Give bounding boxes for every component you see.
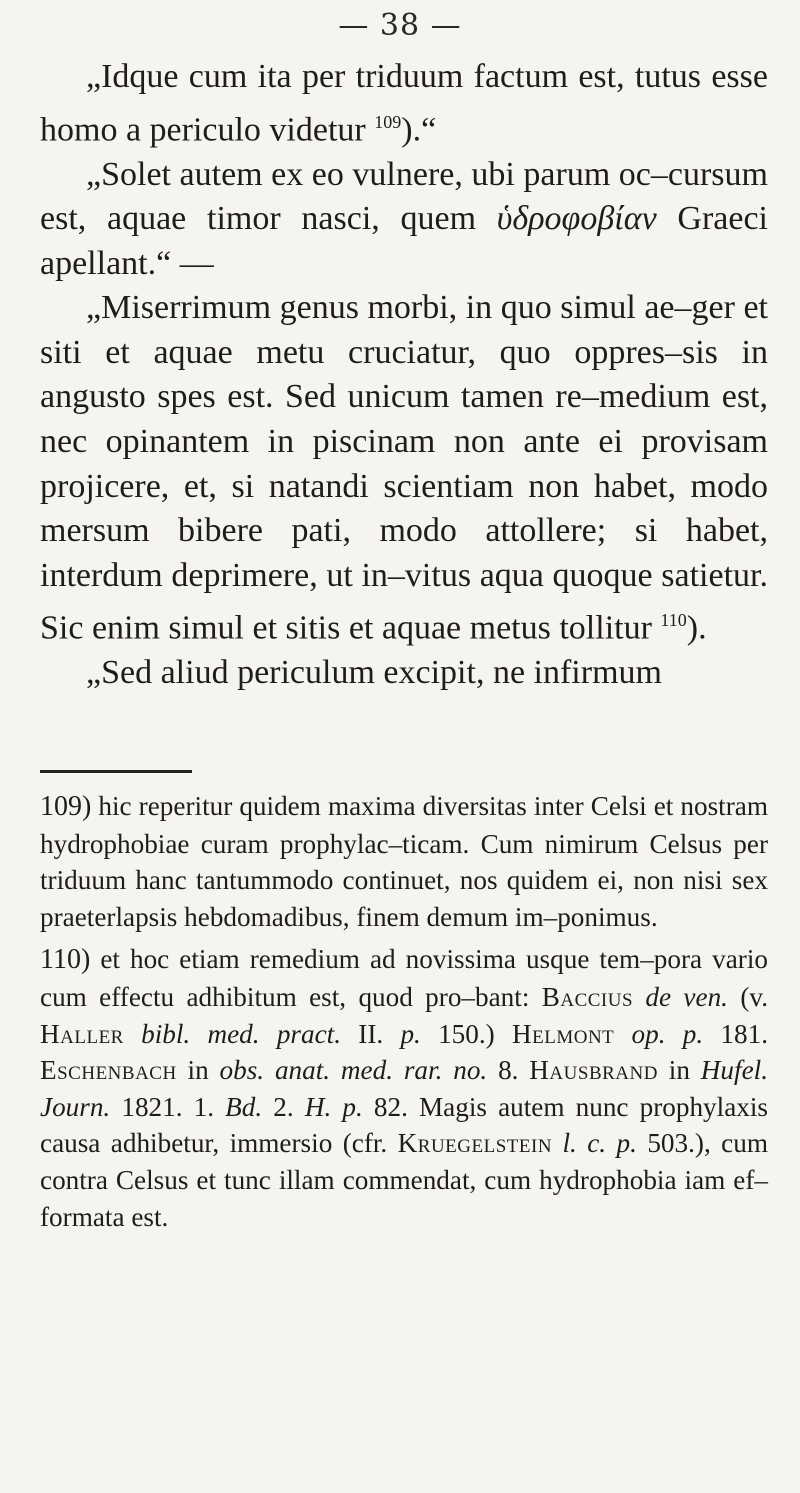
author-kruegelstein: Kruegelstein	[397, 1128, 553, 1159]
footnote-ref-109: 109	[374, 111, 402, 132]
paragraph-2	[40, 153, 768, 287]
footnotes	[40, 788, 768, 1241]
author-eschenbach: Eschenbach	[40, 1055, 177, 1086]
paragraph-3-end: ).	[686, 609, 707, 647]
footnote-110	[40, 941, 768, 1235]
footnote-110-number: 110)	[40, 944, 91, 976]
cite-bd: Bd.	[225, 1091, 263, 1122]
cite-lc: l. c. p.	[552, 1128, 637, 1159]
page-number: — 38 —	[338, 8, 462, 43]
footnote-110-text-i: 1821. 1.	[110, 1091, 226, 1122]
footnote-110-text-f: in	[176, 1055, 220, 1086]
cite-op: op. p.	[614, 1018, 704, 1049]
footnote-110-text-j: 2.	[262, 1091, 305, 1122]
footnote-ref-110: 110	[660, 610, 687, 631]
footnote-110-text: et hoc etiam remedium ad novissima usque tem–pora vario cum effectu adhibitum est, quod pro–bant:	[40, 944, 768, 1012]
footnote-110-text-e: 181.	[703, 1018, 769, 1049]
main-text	[40, 55, 768, 696]
cite-p: p.	[400, 1018, 421, 1049]
cite-hufel: Hufel. Journ.	[40, 1055, 768, 1122]
paragraph-3	[40, 286, 768, 651]
footnote-109	[40, 788, 768, 935]
author-baccius: Baccius	[541, 981, 634, 1012]
footnote-109-text: hic reperitur quidem maxima diversitas inter Celsi et nostram hydrophobiae curam prophylac–ticam. Cum nimirum Celsus per triduum hanc tantummodo continuet, nos quidem ei, non nisi sex praeterlapsis hebdomadibus, finem demum im–ponimus.	[40, 791, 768, 932]
footnote-110-text-c: II.	[341, 1018, 401, 1049]
paragraph-4: „Sed aliud periculum excipit, ne infirmum	[86, 654, 662, 692]
footnote-109-number: 109)	[40, 791, 92, 822]
paragraph-1-text: „Idque cum ita per triduum factum est, tutus esse homo a periculo videtur	[40, 58, 768, 148]
footnote-divider	[40, 770, 192, 773]
paragraph-2-text: „Solet autem ex eo vulnere, ubi parum oc–cursum est, aquae timor nasci, quem	[40, 155, 768, 238]
author-hausbrand: Hausbrand	[529, 1055, 658, 1086]
paragraph-1	[40, 55, 768, 153]
footnote-110-text-b: (v.	[727, 981, 769, 1012]
greek-word: ὑδροφοβίαν	[496, 200, 657, 238]
author-haller: Haller	[40, 1018, 124, 1049]
cite-de-ven: de ven.	[633, 981, 728, 1012]
footnote-110-text-d: 150.)	[420, 1018, 512, 1049]
footnote-110-text-h: in	[657, 1055, 701, 1086]
footnote-110-text-g: 8.	[487, 1055, 530, 1086]
paragraph-1-end: ).“	[401, 110, 437, 148]
footnote-110-text-k: 82. Magis autem nunc prophylaxis causa adhibetur, immersio (cfr.	[40, 1091, 768, 1159]
cite-h: H. p.	[304, 1091, 363, 1122]
paragraph-3-text: „Miserrimum genus morbi, in quo simul ae–ger et siti et aquae metu cruciatur, quo oppres–sis in angusto spes est. Sed unicum tamen re–medium est, nec opinantem in piscinam non ante ei provisam projicere, et, si natandi scientiam non habet, modo mersum bibere pati, modo attollere; si habet, interdum deprimere, ut in–vitus aqua quoque satietur. Sic enim simul et sitis et aquae metus tollitur	[40, 289, 768, 647]
author-helmont: Helmont	[511, 1018, 615, 1049]
paragraph-2-end: Graeci apellant.“ —	[40, 200, 768, 282]
cite-obs: obs. anat. med. rar. no.	[219, 1055, 488, 1086]
cite-bibl: bibl. med. pract.	[123, 1018, 342, 1049]
footnote-110-text-l: 503.), cum contra Celsus et tunc illam commendat, cum hydrophobia iam ef–formata est.	[40, 1128, 768, 1232]
